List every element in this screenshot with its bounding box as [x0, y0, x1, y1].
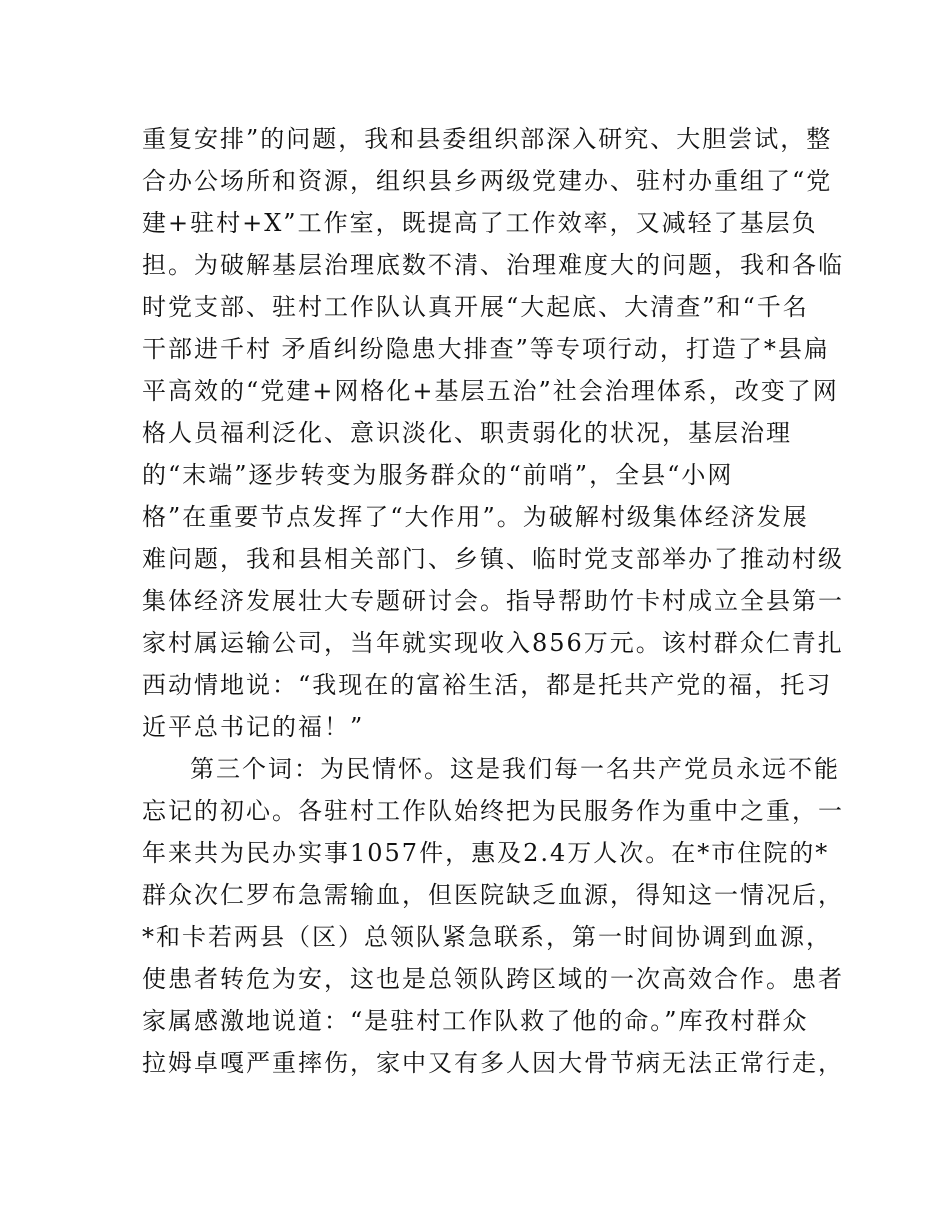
text-line: 重复安排”的问题，我和县委组织部深入研究、大胆尝试，整 — [142, 125, 833, 153]
text-line: 使患者转危为安，这也是总领队跨区域的一次高效合作。患者 — [142, 965, 844, 993]
text-line: 家属感激地说道：“是驻村工作队救了他的命。”库孜村群众 — [142, 1007, 809, 1035]
text-line: 时党支部、驻村工作队认真开展“大起底、大清查”和“千名 — [142, 293, 809, 321]
body-text — [142, 118, 844, 1084]
text-line: 难问题，我和县相关部门、乡镇、临时党支部举办了推动村级 — [142, 545, 844, 573]
text-line: 西动情地说：“我现在的富裕生活，都是托共产党的福，托习 — [142, 671, 833, 699]
text-line: 干部进千村 矛盾纠纷隐患大排查”等专项行动，打造了*县扁 — [142, 335, 830, 363]
text-line: *和卡若两县（区）总领队紧急联系，第一时间协调到血源， — [142, 923, 832, 951]
text-line: 担。为破解基层治理底数不清、治理难度大的问题，我和各临 — [142, 251, 844, 279]
text-line: 拉姆卓嘎严重摔伤，家中又有多人因大骨节病无法正常行走， — [142, 1049, 844, 1077]
text-line: 合办公场所和资源，组织县乡两级党建办、驻村办重组了“党 — [142, 167, 833, 195]
text-line: 集体经济发展壮大专题研讨会。指导帮助竹卡村成立全县第一 — [142, 587, 844, 615]
text-line: 平高效的“党建+网格化+基层五治”社会治理体系，改变了网 — [142, 377, 839, 405]
text-line: 群众次仁罗布急需输血，但医院缺乏血源，得知这一情况后， — [142, 881, 844, 909]
text-line: 家村属运输公司，当年就实现收入856万元。该村群众仁青扎 — [142, 629, 844, 657]
text-line: 近平总书记的福！” — [142, 713, 365, 741]
text-line: 格”在重要节点发挥了“大作用”。为破解村级集体经济发展 — [142, 503, 809, 531]
text-line: 建+驻村+X”工作室，既提高了工作效率，又减轻了基层负 — [142, 209, 818, 237]
text-line: 格人员福利泛化、意识淡化、职责弱化的状况，基层治理 — [142, 419, 792, 447]
paragraph-first-line: 第三个词：为民情怀。这是我们每一名共产党员永远不能 — [190, 755, 840, 783]
text-line: 的“末端”逐步转变为服务群众的“前哨”，全县“小网 — [142, 461, 734, 489]
text-line: 忘记的初心。各驻村工作队始终把为民服务作为重中之重，一 — [142, 797, 844, 825]
text-line: 年来共为民办实事1057件，惠及2.4万人次。在*市住院的* — [142, 839, 830, 867]
